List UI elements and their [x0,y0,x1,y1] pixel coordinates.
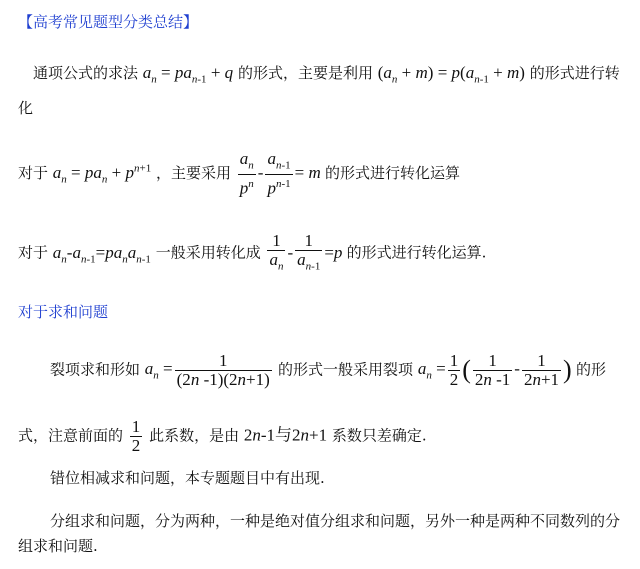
p3-lead: 对于 [18,243,49,262]
p3-tail: 的形式进行转化运算. [346,243,487,262]
p1-wrap: 化 [18,99,34,117]
paragraph-power-case [18,150,460,198]
formula-telescoping-form: $a_n$ = $\frac{1}{(2n -1)(2n+1)}$ [144,351,270,389]
paragraph-grouping-line2: 组求和问题. [18,537,98,555]
formula-reciprocal-transform: $\frac{1}{a_n}$ - $\frac{1}{a_{n-1}}$ =p [265,243,346,262]
p4-wrap-tail: 此系数，是由 [149,426,240,445]
paragraph-grouping-line1: 分组求和问题，分为两种，一种是绝对值分组求和问题，另外一种是两种不同数列的分 [50,512,621,530]
paragraph-dislocation: 错位相减求和问题，本专题题目中有出现. [50,469,325,487]
formula-recurrence: $a_n = pa_{n-1} + q$ [142,63,234,86]
p2-mid: ，主要采用 [155,163,231,182]
paragraph-telescoping-wrap [18,418,427,455]
heading: 【高考常见题型分类总结】 [18,13,199,31]
formula-power-recurrence: $a_n = pa_n + p^{n+1}$ [52,162,152,186]
formula-power-transform: $\frac{a_n}{p^n}$ - $\frac{a_{n-1}}{p^{n-1}}$ = m [239,149,321,199]
p2-lead: 对于 [18,163,49,182]
p1-lead: 通项公式的求法 [33,64,139,82]
paragraph-reciprocal-case [18,232,486,275]
formula-coefficients: 2n-1与2n+1 [243,425,328,445]
p1-mid: 的形式，主要是利用 [237,64,373,82]
section-summation-title: 对于求和问题 [18,303,109,321]
p4-wrap-end: 系数只差确定. [331,426,427,445]
formula-half: $\frac{1}{2}$ [131,417,141,455]
p1-tail: 的形式进行转 [529,64,620,82]
p3-mid: 一般采用转化成 [155,243,261,262]
formula-telescoping-split: $a_n$ = $\frac{1}{2}$ ( $\frac{1}{2n -1}$ - $\frac{1}{2n+1}$ ) [417,351,572,389]
p4-mid: 的形式一般采用裂项 [278,360,414,379]
formula-transform: $(a_n + m) = p(a_{n-1} + m)$ [377,63,525,86]
p4-wrap-lead: 式，注意前面的 [18,426,124,445]
formula-reciprocal-recurrence: $a_n-a_{n-1}=pa_na_{n-1}$ [52,242,151,265]
paragraph-general-term [33,63,620,89]
p2-tail: 的形式进行转化运算 [325,163,461,182]
p4-tail: 的形 [575,360,606,379]
p4-lead: 裂项求和形如 [50,360,141,379]
paragraph-telescoping [50,352,606,389]
